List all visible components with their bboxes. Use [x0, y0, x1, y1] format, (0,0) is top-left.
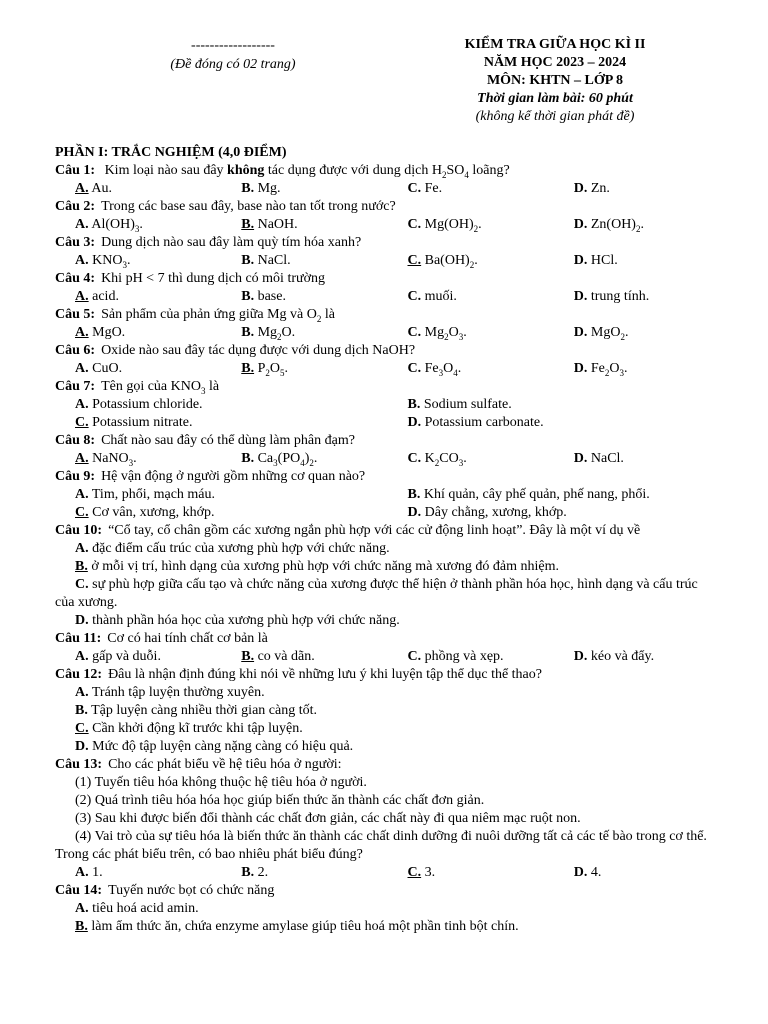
subscript: 4: [453, 367, 458, 378]
subscript: 2: [265, 367, 270, 378]
option-letter: C.: [407, 181, 422, 196]
option-text: gấp và duỗi.: [92, 649, 161, 664]
option-text: .: [284, 361, 289, 376]
option-d[interactable]: [554, 288, 720, 306]
option-text: muối.: [424, 289, 457, 304]
question-number: Câu 6:: [55, 343, 96, 358]
option-b[interactable]: [55, 558, 720, 576]
question-prompt: Trong các phát biểu trên, có bao nhiêu phát biểu đúng?: [55, 847, 363, 862]
option-c[interactable]: [55, 504, 388, 522]
option-letter: C.: [407, 325, 422, 340]
option-text: ): [304, 451, 310, 466]
option-a[interactable]: [55, 864, 221, 882]
option-a[interactable]: [55, 396, 388, 414]
option-letter: B.: [241, 361, 255, 376]
subscript: 2: [604, 367, 610, 378]
question-number: Câu 13:: [55, 757, 103, 772]
question-number: Câu 9:: [55, 469, 96, 484]
option-letter: D.: [573, 451, 588, 466]
header-right: [430, 36, 680, 126]
question-stem: [55, 630, 720, 648]
option-text: MgO.: [92, 325, 126, 340]
option-letter: B.: [75, 559, 88, 574]
question-5: [55, 306, 720, 342]
stem-text: SO: [446, 163, 465, 178]
option-c[interactable]: [55, 720, 720, 738]
option-text: Fe: [424, 361, 439, 376]
question-13: [55, 756, 720, 882]
option-letter: A.: [75, 289, 89, 304]
option-text: .: [474, 253, 478, 268]
stem-text: “Cổ tay, cổ chân gồm các xương ngắn phù hợp với các cử động linh hoạt”. Đây là một ví dụ về: [108, 523, 641, 538]
stem-text: loãng?: [468, 163, 510, 178]
question-number: Câu 10:: [55, 523, 103, 538]
question-number: Câu 2:: [55, 199, 96, 214]
option-text: MgO: [590, 325, 621, 340]
option-text: Mg(OH): [424, 217, 474, 232]
option-a[interactable]: [55, 180, 221, 198]
option-c[interactable]: [55, 414, 388, 432]
option-text: .: [313, 451, 318, 466]
option-letter: C.: [407, 361, 422, 376]
stem-text: Đâu là nhận định đúng khi nói về những lưu ý khi luyện tập thể dục thể thao?: [108, 667, 542, 682]
question-3: [55, 234, 720, 270]
option-letter: B.: [75, 919, 88, 934]
option-a[interactable]: [55, 252, 221, 270]
option-letter: B.: [407, 397, 421, 412]
option-text: .: [624, 361, 628, 376]
option-letter: C.: [407, 865, 422, 880]
option-letter: C.: [407, 217, 422, 232]
question-stem: [55, 162, 720, 180]
option-text: Al(OH): [91, 217, 135, 232]
question-8: [55, 432, 720, 468]
option-letter: A.: [75, 541, 89, 556]
option-letter: C.: [75, 505, 89, 520]
option-text: .: [139, 217, 143, 232]
option-text: Potassium carbonate.: [424, 415, 544, 430]
option-text: 4.: [590, 865, 602, 880]
question-2: [55, 198, 720, 234]
option-b[interactable]: [221, 180, 387, 198]
option-letter: C.: [75, 721, 89, 736]
question-7: [55, 378, 720, 432]
option-text: .: [133, 451, 137, 466]
option-text: Zn(OH): [590, 217, 636, 232]
option-text: .: [457, 361, 462, 376]
subscript: 2: [473, 223, 479, 234]
header-dash: ------------------: [191, 38, 275, 53]
stem-text: là: [205, 379, 220, 394]
option-text: 2.: [257, 865, 269, 880]
exam-content: [55, 144, 720, 936]
statement-3: (3) Sau khi được biến đổi thành các chất đơn giản, các chất này đi qua niêm mạc ruột non.: [75, 811, 581, 826]
option-letter: B.: [241, 181, 255, 196]
question-number: Câu 11:: [55, 631, 102, 646]
option-text: O: [443, 361, 454, 376]
option-d[interactable]: [388, 504, 721, 522]
option-a[interactable]: [55, 900, 720, 918]
option-d[interactable]: [554, 360, 720, 378]
option-d[interactable]: [554, 252, 720, 270]
option-text: trung tính.: [590, 289, 650, 304]
question-number: Câu 8:: [55, 433, 96, 448]
time-note: (không kể thời gian phát đề): [475, 109, 635, 124]
option-letter: D.: [573, 253, 588, 268]
option-b[interactable]: [221, 648, 387, 666]
option-d[interactable]: [554, 216, 720, 234]
option-b[interactable]: [55, 702, 720, 720]
option-text: Sodium sulfate.: [423, 397, 512, 412]
option-text: .: [126, 253, 131, 268]
option-letter: B.: [241, 865, 255, 880]
option-text: Ba(OH): [424, 253, 470, 268]
option-text: tiêu hoá acid amin.: [92, 901, 199, 916]
option-letter: B.: [241, 451, 255, 466]
option-text: Tim, phổi, mạch máu.: [91, 487, 216, 502]
stem-text: Tên gọi của KNO: [101, 379, 201, 394]
option-letter: A.: [75, 865, 89, 880]
option-d[interactable]: [554, 648, 720, 666]
option-c[interactable]: [388, 216, 554, 234]
stem-text: Dung dịch nào sau đây làm quỳ tím hóa xanh?: [101, 235, 362, 250]
option-letter: D.: [573, 181, 588, 196]
option-text: O.: [281, 325, 296, 340]
option-c[interactable]: [388, 360, 554, 378]
option-text: Mg: [257, 325, 278, 340]
option-letter: A.: [75, 451, 89, 466]
statement-1: (1) Tuyến tiêu hóa không thuộc hệ tiêu hóa ở người.: [75, 775, 367, 790]
option-letter: D.: [407, 415, 422, 430]
option-text: 3.: [424, 865, 436, 880]
question-stem: [55, 198, 720, 216]
question-stem: [55, 432, 720, 450]
option-b[interactable]: [55, 918, 720, 936]
question-10: [55, 522, 720, 630]
option-letter: D.: [573, 289, 588, 304]
question-number: Câu 12:: [55, 667, 103, 682]
question-14: [55, 882, 720, 936]
option-letter: A.: [75, 901, 89, 916]
option-text: Ca: [257, 451, 274, 466]
option-letter: C.: [407, 253, 422, 268]
option-text: .: [463, 325, 467, 340]
option-text: Khí quản, cây phế quản, phế nang, phổi.: [423, 487, 650, 502]
option-text: O: [609, 361, 620, 376]
option-text: Dây chằng, xương, khớp.: [424, 505, 567, 520]
option-text: phồng và xẹp.: [424, 649, 504, 664]
option-text: Tránh tập luyện thường xuyên.: [91, 685, 265, 700]
option-letter: A.: [75, 685, 89, 700]
option-text: Mg.: [257, 181, 281, 196]
subscript: 3: [458, 457, 464, 468]
option-text: .: [478, 217, 482, 232]
question-stem: [55, 882, 720, 900]
stem-emphasis: không: [227, 163, 265, 178]
option-text: KNO: [92, 253, 123, 268]
stem-text: Oxide nào sau đây tác dụng được với dung dịch NaOH?: [101, 343, 416, 358]
option-text: CuO.: [92, 361, 123, 376]
option-text: O: [269, 361, 281, 376]
option-letter: B.: [241, 217, 255, 232]
option-text: CO: [439, 451, 459, 466]
option-b[interactable]: [388, 486, 721, 504]
question-number: Câu 5:: [55, 307, 96, 322]
subscript: 2: [309, 457, 314, 468]
option-b[interactable]: [221, 252, 387, 270]
option-text: NaCl.: [590, 451, 624, 466]
stem-text: Trong các base sau đây, base nào tan tốt trong nước?: [101, 199, 396, 214]
option-letter: D.: [573, 217, 588, 232]
subscript: 2: [444, 331, 449, 342]
option-text: Potassium chloride.: [92, 397, 203, 412]
option-text: Mg: [424, 325, 445, 340]
question-number: Câu 7:: [55, 379, 96, 394]
subscript: 3: [438, 367, 444, 378]
subscript: 5: [280, 367, 285, 378]
option-b[interactable]: [221, 864, 387, 882]
option-d[interactable]: [388, 414, 721, 432]
option-a[interactable]: [55, 324, 221, 342]
subscript: 3: [134, 223, 140, 234]
option-letter: A.: [75, 487, 89, 502]
option-text: làm ẩm thức ăn, chứa enzyme amylase giúp tiêu hoá một phần tinh bột chín.: [91, 919, 519, 934]
question-12: [55, 666, 720, 756]
time-limit: Thời gian làm bài: 60 phút: [477, 91, 633, 106]
option-a[interactable]: [55, 648, 221, 666]
option-a[interactable]: [55, 288, 221, 306]
option-letter: A.: [75, 181, 89, 196]
option-text: Potassium nitrate.: [92, 415, 193, 430]
stem-text: Cho các phát biểu về hệ tiêu hóa ở người:: [108, 757, 342, 772]
option-a[interactable]: [55, 486, 388, 504]
subscript: 2: [469, 259, 475, 270]
question-stem: [55, 468, 720, 486]
part-title: PHẦN I: TRẮC NGHIỆM (4,0 ĐIỂM): [55, 145, 287, 160]
option-c[interactable]: [388, 648, 554, 666]
question-11: [55, 630, 720, 666]
question-stem: [55, 522, 720, 540]
stem-text: tác dụng được với dung dịch H: [264, 163, 442, 178]
option-c[interactable]: [388, 864, 554, 882]
subscript: 4: [464, 169, 469, 180]
subscript: 2: [635, 223, 641, 234]
question-1: [55, 162, 720, 198]
question-stem: [55, 666, 720, 684]
question-number: Câu 1:: [55, 163, 96, 178]
school-year: NĂM HỌC 2023 – 2024: [483, 55, 627, 70]
option-letter: A.: [75, 325, 89, 340]
option-text: .: [640, 217, 644, 232]
subscript: 3: [122, 259, 127, 270]
option-text: HCl.: [590, 253, 618, 268]
question-9: [55, 468, 720, 522]
subscript: 3: [128, 457, 134, 468]
option-text: acid.: [92, 289, 119, 304]
subscript: 2: [441, 169, 447, 180]
subscript: 2: [434, 457, 440, 468]
option-text: O: [448, 325, 459, 340]
option-text: 1.: [92, 865, 103, 880]
option-letter: C.: [75, 577, 89, 592]
option-c[interactable]: [388, 288, 554, 306]
option-letter: D.: [573, 649, 588, 664]
subscript: 3: [619, 367, 624, 378]
option-letter: B.: [407, 487, 421, 502]
stem-text: Kim loại nào sau đây: [104, 163, 228, 178]
option-b[interactable]: [221, 324, 387, 342]
subject: MÔN: KHTN – LỚP 8: [486, 73, 624, 88]
option-text: sự phù hợp giữa cấu tạo và chức năng của xương được thể hiện ở thành phần hóa học, hình dạng và cấu trúc của xương.: [55, 577, 698, 610]
option-text: ở mỗi vị trí, hình dạng của xương phù hợp với chức năng mà xương đó đảm nhiệm.: [91, 559, 559, 574]
question-4: [55, 270, 720, 306]
option-c[interactable]: [388, 450, 554, 468]
option-text: (PO: [277, 451, 301, 466]
option-d[interactable]: [554, 864, 720, 882]
option-text: Zn.: [590, 181, 610, 196]
option-letter: A.: [75, 649, 89, 664]
question-number: Câu 3:: [55, 235, 96, 250]
stem-text: Chất nào sau đây có thể dùng làm phân đạm?: [101, 433, 355, 448]
option-text: kéo và đẩy.: [590, 649, 655, 664]
option-a[interactable]: [55, 216, 221, 234]
option-text: Fe.: [424, 181, 443, 196]
option-text: P: [257, 361, 266, 376]
option-letter: B.: [75, 703, 88, 718]
option-text: Mức độ tập luyện càng nặng càng có hiệu quả.: [92, 739, 354, 754]
option-text: NaNO: [92, 451, 129, 466]
subscript: 2: [620, 331, 625, 342]
option-letter: D.: [407, 505, 422, 520]
option-b[interactable]: [221, 216, 387, 234]
question-6: [55, 342, 720, 378]
option-text: .: [624, 325, 629, 340]
stem-text: Sản phẩm của phản ứng giữa Mg và O: [101, 307, 317, 322]
option-letter: C.: [407, 451, 422, 466]
option-letter: D.: [573, 361, 588, 376]
question-stem: [55, 234, 720, 252]
option-c[interactable]: [388, 180, 554, 198]
subscript: 3: [273, 457, 278, 468]
option-text: .: [463, 451, 467, 466]
option-text: đặc điểm cấu trúc của xương phù hợp với chức năng.: [92, 541, 390, 556]
option-text: NaCl.: [257, 253, 291, 268]
subscript: 3: [458, 331, 464, 342]
option-d[interactable]: [554, 324, 720, 342]
option-d[interactable]: [554, 450, 720, 468]
option-text: Cơ vân, xương, khớp.: [92, 505, 215, 520]
option-letter: A.: [75, 397, 89, 412]
option-a[interactable]: [55, 684, 720, 702]
question-stem: [55, 378, 720, 396]
subscript: 2: [316, 313, 322, 324]
option-text: base.: [257, 289, 286, 304]
stem-text: Hệ vận động ở người gồm những cơ quan nào?: [101, 469, 366, 484]
option-text: Tập luyện càng nhiều thời gian càng tốt.: [91, 703, 317, 718]
option-text: K: [424, 451, 435, 466]
option-b[interactable]: [388, 396, 721, 414]
page-count: (Đề đóng có 02 trang): [170, 57, 296, 72]
exam-title: KIỂM TRA GIỮA HỌC KÌ II: [464, 37, 646, 52]
subscript: 3: [200, 385, 206, 396]
option-text: Fe: [590, 361, 605, 376]
option-letter: B.: [241, 253, 255, 268]
question-number: Câu 4:: [55, 271, 96, 286]
statement-2: (2) Quá trình tiêu hóa hóa học giúp biến thức ăn thành các chất đơn giản.: [75, 793, 485, 808]
option-b[interactable]: [221, 288, 387, 306]
option-letter: B.: [241, 325, 255, 340]
option-text: Au.: [91, 181, 112, 196]
option-letter: C.: [407, 649, 422, 664]
option-text: NaOH.: [257, 217, 298, 232]
question-stem: [55, 270, 720, 288]
statement-4: (4) Vai trò của sự tiêu hóa là biến thức ăn thành các chất dinh dưỡng đi nuôi dưỡng tất cả các tế bào trong cơ thể.: [75, 829, 707, 844]
option-a[interactable]: [55, 450, 221, 468]
option-c[interactable]: [388, 324, 554, 342]
option-text: co và dãn.: [257, 649, 315, 664]
option-a[interactable]: [55, 360, 221, 378]
question-stem: [55, 342, 720, 360]
subscript: 4: [300, 457, 305, 468]
option-d[interactable]: [55, 612, 720, 630]
stem-text: Khi pH < 7 thì dung dịch có môi trường: [101, 271, 325, 286]
option-d[interactable]: [55, 738, 720, 756]
option-letter: B.: [241, 289, 255, 304]
option-letter: D.: [573, 325, 588, 340]
option-letter: A.: [75, 253, 89, 268]
question-stem: [55, 756, 720, 774]
option-letter: D.: [75, 613, 89, 628]
option-letter: B.: [241, 649, 255, 664]
option-text: thành phần hóa học của xương phù hợp với chức năng.: [92, 613, 400, 628]
stem-text: Cơ có hai tính chất cơ bản là: [107, 631, 268, 646]
option-a[interactable]: [55, 540, 720, 558]
question-number: Câu 14:: [55, 883, 103, 898]
option-letter: D.: [573, 865, 588, 880]
option-c[interactable]: [388, 252, 554, 270]
subscript: 2: [277, 331, 282, 342]
stem-text: là: [321, 307, 335, 322]
stem-text: Tuyến nước bọt có chức năng: [108, 883, 275, 898]
header-left: [118, 36, 348, 74]
option-letter: C.: [75, 415, 89, 430]
question-stem: [55, 306, 720, 324]
option-letter: D.: [75, 739, 89, 754]
option-letter: C.: [407, 289, 422, 304]
option-text: Cần khởi động kĩ trước khi tập luyện.: [92, 721, 303, 736]
option-c[interactable]: [55, 576, 720, 612]
option-letter: A.: [75, 217, 89, 232]
option-d[interactable]: [554, 180, 720, 198]
option-b[interactable]: [221, 360, 387, 378]
option-letter: A.: [75, 361, 89, 376]
option-b[interactable]: [221, 450, 387, 468]
